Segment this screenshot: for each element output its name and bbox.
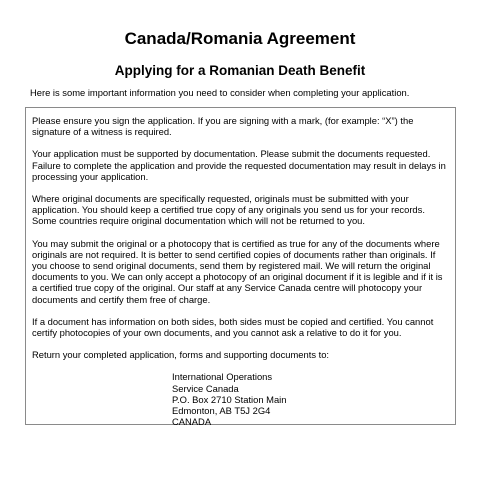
paragraph-both-sides: If a document has information on both sides, both sides must be copied and certified. You cannot certify photocopies of your own documents, and you cannot ask a relative to do it for you. — [32, 315, 434, 339]
address-line-city: Edmonton, AB T5J 2G4 — [172, 405, 271, 417]
information-box — [25, 107, 456, 428]
document-title: Canada/Romania Agreement — [124, 29, 356, 48]
paragraph-original-documents: Where original documents are specifically requested, originals must be submitted with your application. You should keep a certified true copy of any originals you send us for your records. Some countries require original documentation which will not be returned to you. — [32, 193, 425, 227]
intro-text: Here is some important information you need to consider when completing your application. — [30, 87, 410, 98]
paragraph-return-instructions: Return your completed application, forms and supporting documents to: — [32, 349, 330, 361]
address-line-organization: International Operations — [172, 371, 273, 383]
paragraph-documentation: Your application must be supported by documentation. Please submit the documents requested. Failure to complete the application and provide the requested documentation may result in delays in processing your application. — [32, 148, 446, 182]
document-subtitle: Applying for a Romanian Death Benefit — [114, 63, 366, 78]
address-line-po-box: P.O. Box 2710 Station Main — [172, 393, 287, 405]
paragraph-photocopies: You may submit the original or a photocopy that is certified as true for any of the documents where originals are not required. It is better to send certified copies of documents rather than originals. If you choose to send original documents, send them by registered mail. We will return the original documents to you. We can only accept a photocopy of an original document if it is legible and if it is a certified true copy of the original. Our staff at any Service Canada centre will photocopy your documents and certify them free of charge. — [32, 237, 443, 305]
address-line-department: Service Canada — [172, 382, 239, 394]
paragraph-signature: Please ensure you sign the application. If you are signing with a mark, (for example: “X”) the signature of a witness is required. — [32, 115, 414, 138]
mailing-address — [172, 371, 449, 427]
address-line-country: CANADA — [172, 416, 212, 428]
